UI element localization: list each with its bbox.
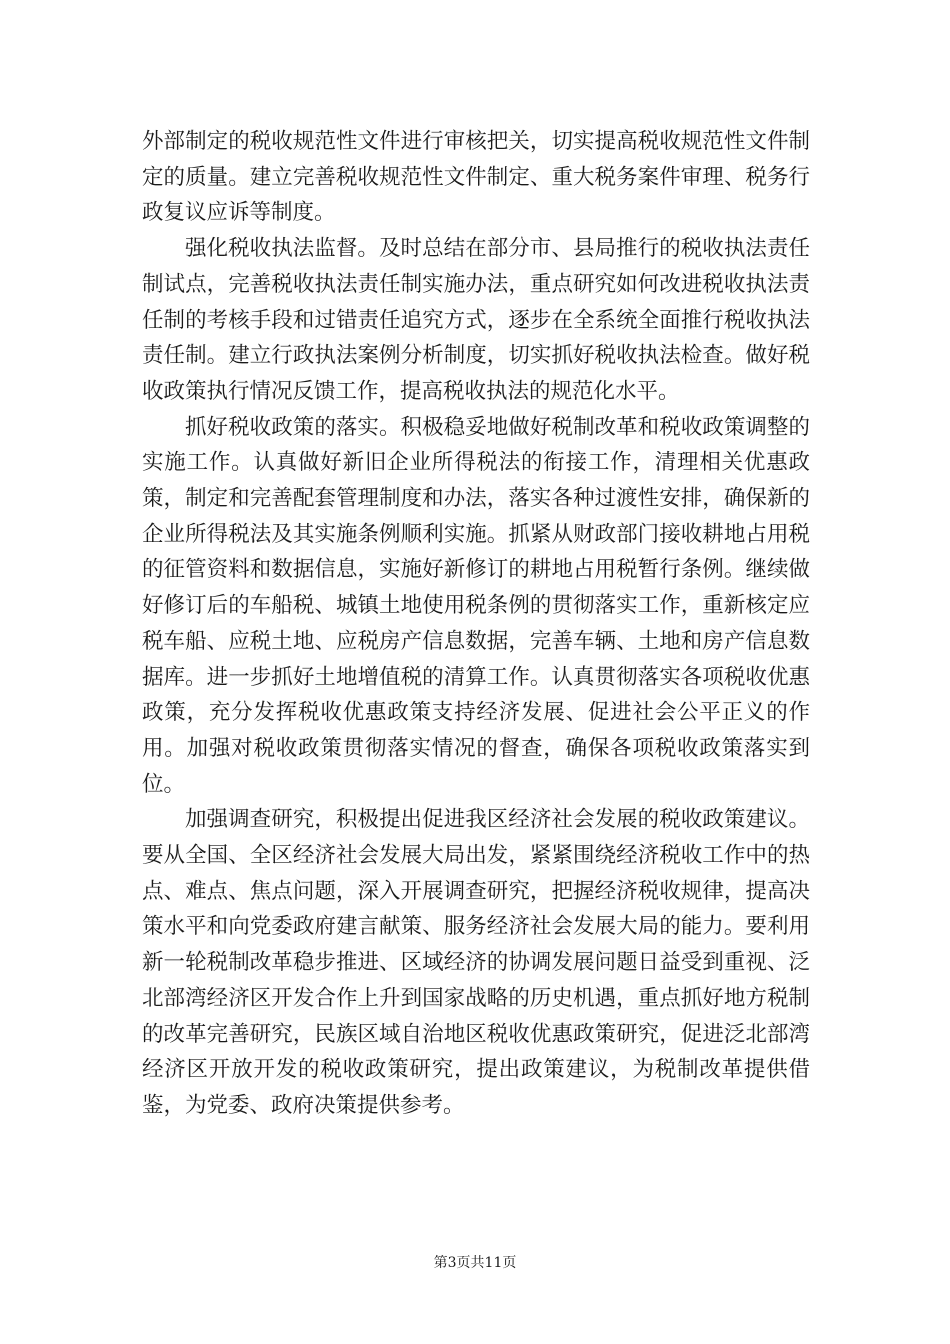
paragraph-tax-policy-implementation: 抓好税收政策的落实。积极稳妥地做好税制改革和税收政策调整的实施工作。认真做好新旧企业所得税法的衔接工作，清理相关优惠政策，制定和完善配套管理制度和办法，落实各种过渡性安排，确保新的企业所得税法及其实施条例顺利实施。抓紧从财政部门接收耕地占用税的征管资料和数据信息，实施好新修订的耕地占用税暂行条例。继续做好修订后的车船税、城镇土地使用税条例的贯彻落实工作，重新核定应税车船、应税土地、应税房产信息数据，完善车辆、土地和房产信息数据库。进一步抓好土地增值税的清算工作。认真贯彻落实各项税收优惠政策，充分发挥税收优惠政策支持经济发展、促进社会公平正义的作用。加强对税收政策贯彻落实情况的督查，确保各项税收政策落实到位。 [142,414,810,797]
page-footer [0,1254,950,1272]
document-body [142,124,810,1124]
footer-total-pages: 11 [484,1255,503,1271]
paragraph-tax-enforcement-supervision: 强化税收执法监督。及时总结在部分市、县局推行的税收执法责任制试点，完善税收执法责任制实施办法，重点研究如何改进税收执法责任制的考核手段和过错责任追究方式，逐步在全系统全面推行税收执法责任制。建立行政执法案例分析制度，切实抓好税收执法检查。做好税收政策执行情况反馈工作，提高税收执法的规范化水平。 [142,236,810,404]
footer-suffix: 页 [502,1255,517,1271]
footer-prefix: 第 [433,1255,448,1271]
footer-current-page: 3 [447,1255,457,1271]
footer-middle: 页共 [456,1255,485,1271]
paragraph-continuation: 外部制定的税收规范性文件进行审核把关，切实提高税收规范性文件制定的质量。建立完善税收规范性文件制定、重大税务案件审理、税务行政复议应诉等制度。 [142,129,810,226]
paragraph-research-and-suggestions: 加强调查研究，积极提出促进我区经济社会发展的税收政策建议。要从全国、全区经济社会发展大局出发，紧紧围绕经济税收工作中的热点、难点、焦点问题，深入开展调查研究，把握经济税收规律，提高决策水平和向党委政府建言献策、服务经济社会发展大局的能力。要利用新一轮税制改革稳步推进、区域经济的协调发展问题日益受到重视、泛北部湾经济区开发合作上升到国家战略的历史机遇，重点抓好地方税制的改革完善研究，民族区域自治地区税收优惠政策研究，促进泛北部湾经济区开放开发的税收政策研究，提出政策建议，为税制改革提供借鉴，为党委、政府决策提供参考。 [142,807,810,1118]
